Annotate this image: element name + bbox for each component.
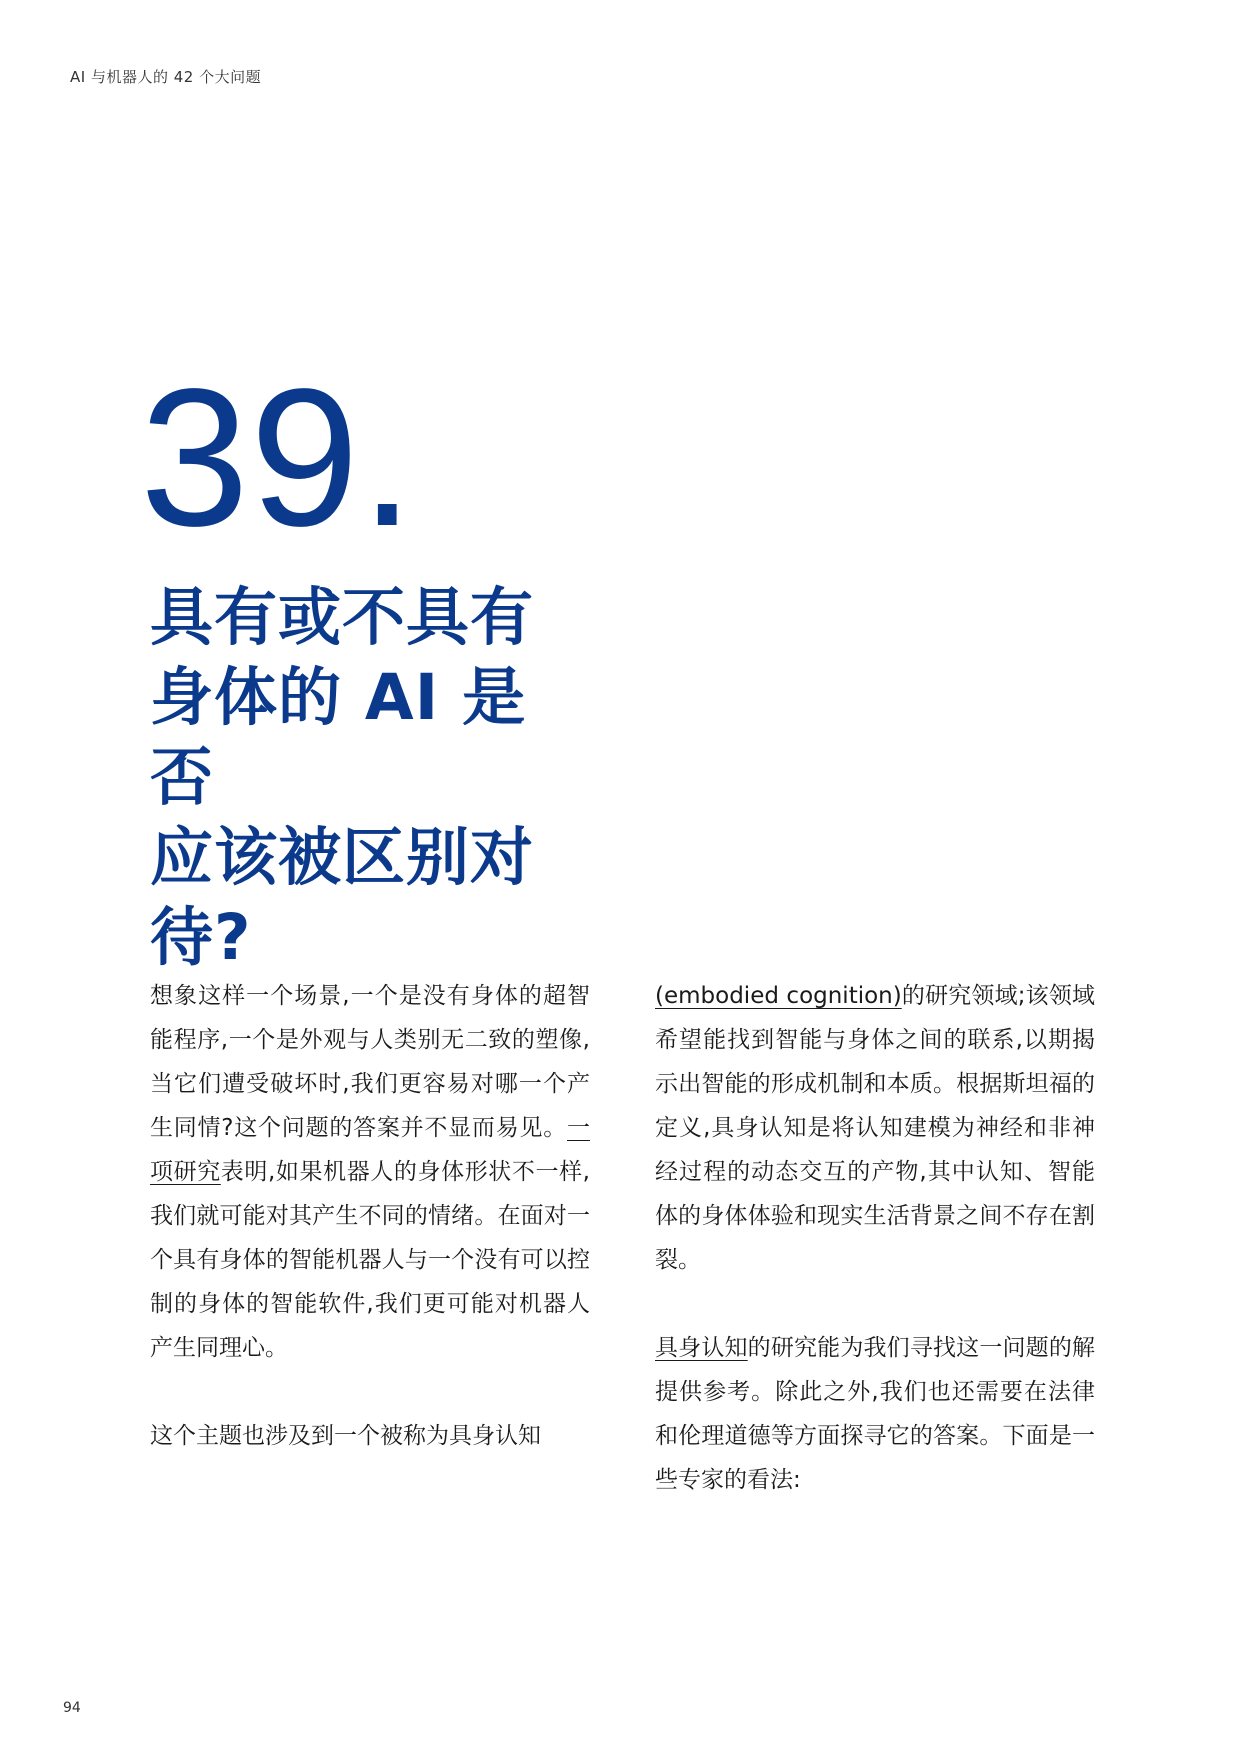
- body-paragraph: [150, 974, 590, 1370]
- chapter-title-line: 应该被区别对: [150, 821, 534, 894]
- body-paragraph: [655, 974, 1095, 1282]
- chapter-title-line: 待?: [150, 901, 252, 974]
- body-text: 表明,如果机器人的身体形状不一样,我们就可能对其产生不同的情绪。在面对一个具有身体的智能机器人与一个没有可以控制的身体的智能软件,我们更可能对机器人产生同理心。: [150, 1159, 590, 1361]
- reference-link[interactable]: (embodied cognition): [655, 983, 902, 1009]
- chapter-title-line: 身体的 AI 是否: [150, 661, 527, 814]
- body-text: 的研究领域;该领域希望能找到智能与身体之间的联系,以期揭示出智能的形成机制和本质。根据斯坦福的定义,具身认知是将认知建模为神经和非神经过程的动态交互的产物,其中认知、智能体的身体体验和现实生活背景之间不存在割裂。: [655, 983, 1095, 1273]
- reference-link[interactable]: 具身认知: [655, 1335, 748, 1361]
- running-header: AI 与机器人的 42 个大问题: [70, 68, 262, 86]
- chapter-number: 39.: [140, 348, 416, 567]
- body-text: 想象这样一个场景,一个是没有身体的超智能程序,一个是外观与人类别无二致的塑像,当它们遭受破坏时,我们更容易对哪一个产生同情?这个问题的答案并不显而易见。: [150, 983, 590, 1141]
- body-column-left: [150, 974, 590, 1458]
- body-text: 的研究能为我们寻找这一问题的解提供参考。除此之外,我们也还需要在法律和伦理道德等方面探寻它的答案。下面是一些专家的看法:: [655, 1335, 1096, 1493]
- body-paragraph: 这个主题也涉及到一个被称为具身认知: [150, 1423, 541, 1449]
- reference-link[interactable]: 一项研究: [150, 1115, 590, 1185]
- body-column-right: [655, 974, 1095, 1502]
- chapter-title: [150, 578, 580, 978]
- body-paragraph: [655, 1326, 1095, 1502]
- page-number: 94: [63, 1700, 81, 1716]
- chapter-title-line: 具有或不具有: [150, 581, 534, 654]
